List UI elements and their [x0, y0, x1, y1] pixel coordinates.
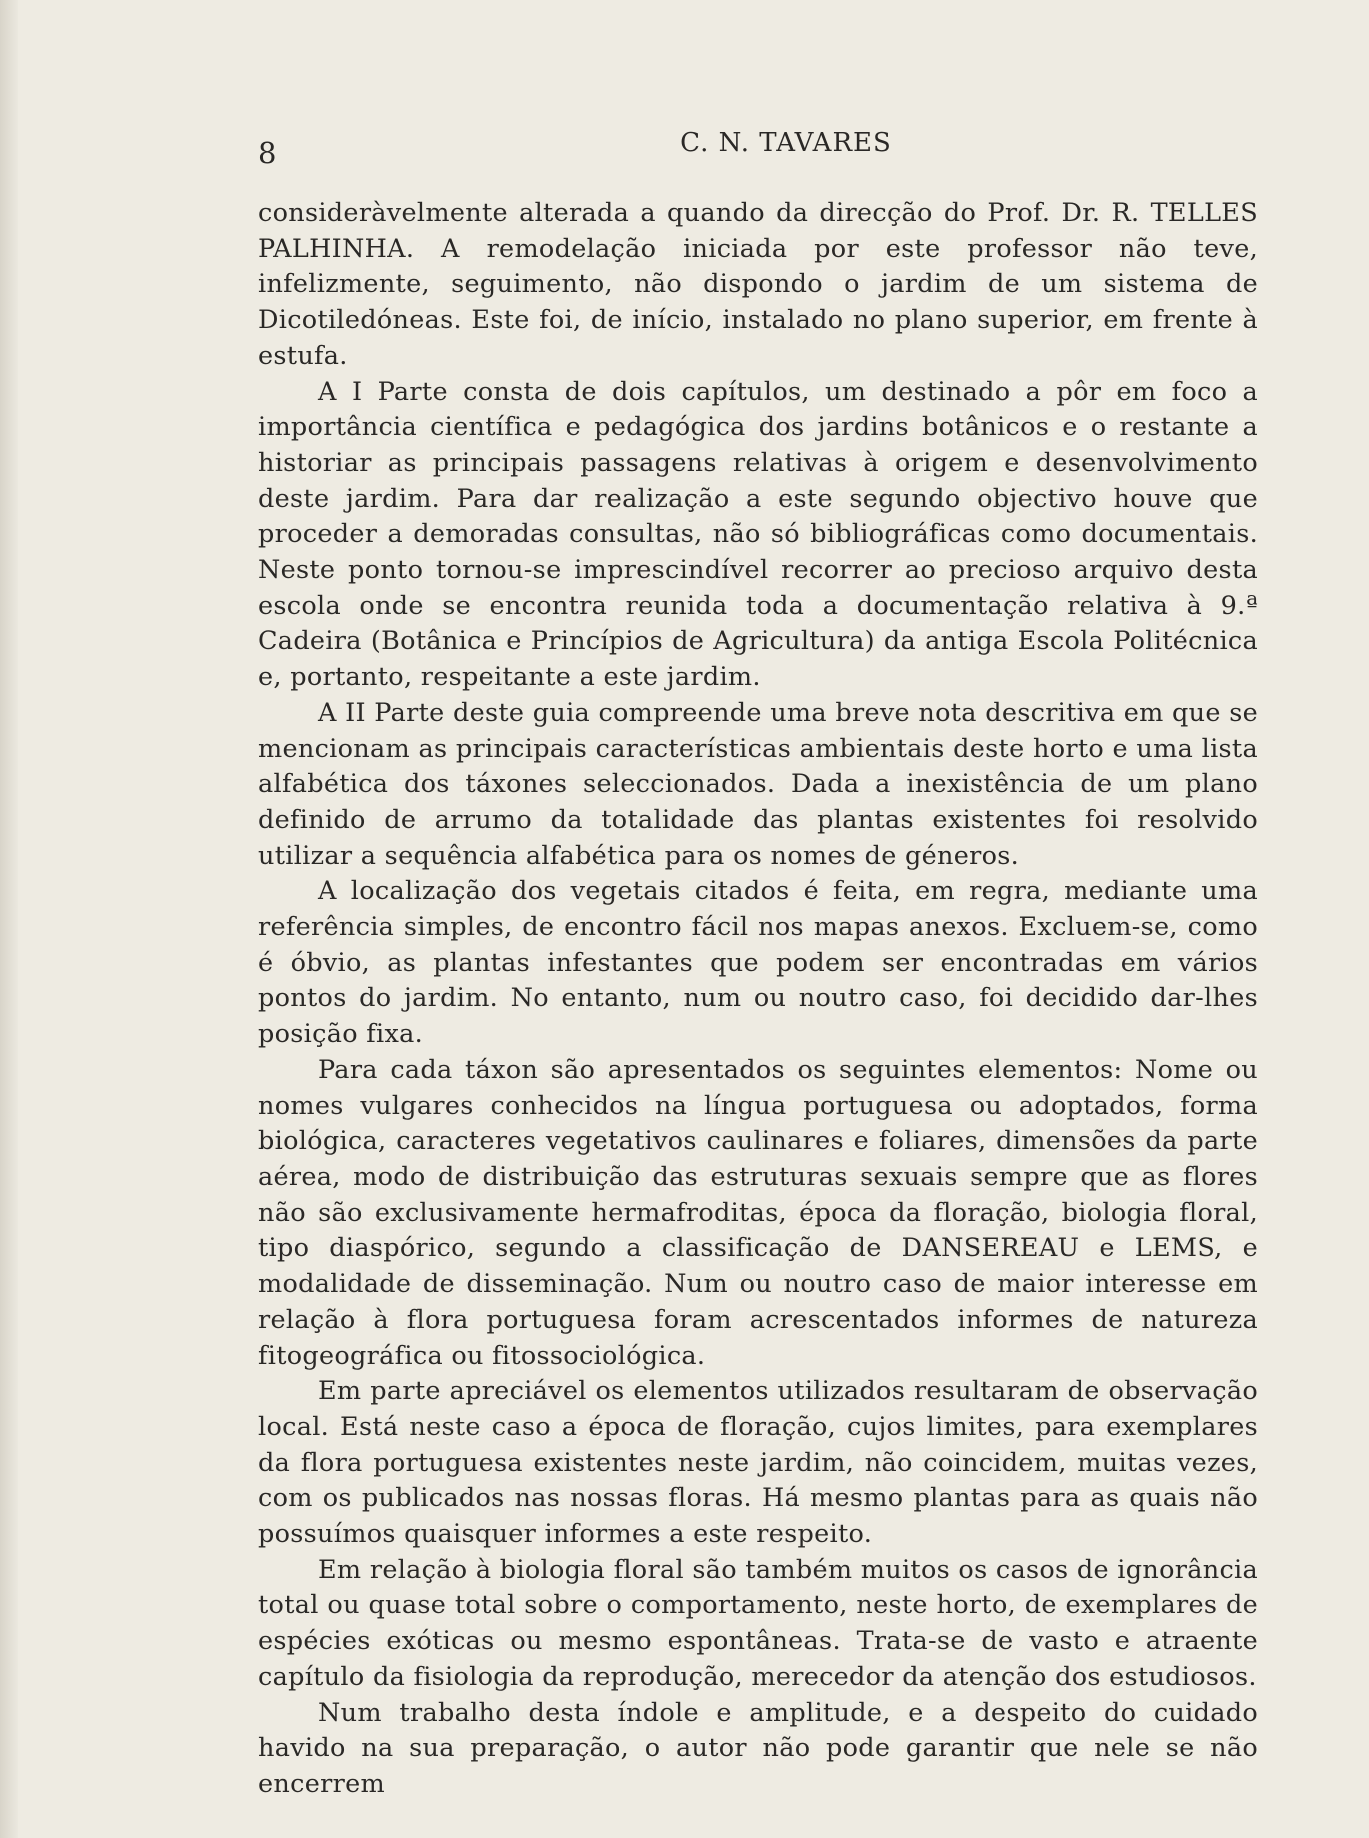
paragraph: consideràvelmente alterada a quando da direcção do Prof. Dr. R. TELLES PALHINHA. A remodelação iniciada por este professor não teve, infelizmente, seguimento, não dispondo o jardim de um sistema de Dicotiledóneas. Este foi, de início, instalado no plano superior, em frente à estufa. [258, 198, 1258, 371]
document-page [258, 128, 1258, 1803]
paragraph: Num trabalho desta índole e amplitude, e a despeito do cuidado havido na sua preparação, o autor não pode garantir que nele se não encerrem [258, 1697, 1258, 1799]
paragraph: Para cada táxon são apresentados os seguintes elementos: Nome ou nomes vulgares conhecidos na língua portuguesa ou adoptados, forma biológica, caracteres vegetativos caulinares e foliares, dimensões da parte aérea, modo de distribuição das estruturas sexuais sempre que as flores não são exclusivamente hermafroditas, época da floração, biologia floral, tipo diaspórico, segundo a classificação de DANSEREAU e LEMS, e modalidade de disseminação. Num ou noutro caso de maior interesse em relação à flora portuguesa foram acrescentados informes de natureza fitogeográfica ou fitossociológica. [258, 1054, 1258, 1371]
paragraph: Em parte apreciável os elementos utilizados resultaram de observação local. Está neste caso a época de floração, cujos limites, para exemplares da flora portuguesa existentes neste jardim, não coincidem, muitas vezes, com os publicados nas nossas floras. Há mesmo plantas para as quais não possuímos quaisquer informes a este respeito. [258, 1376, 1258, 1550]
paragraph: A localização dos vegetais citados é feita, em regra, mediante uma referência simples, de encontro fácil nos mapas anexos. Excluem-se, como é óbvio, as plantas infestantes que podem ser encontradas em vários pontos do jardim. No entanto, num ou noutro caso, foi decidido dar-lhes posição fixa. [258, 876, 1258, 1050]
page-gutter-shadow [0, 0, 18, 1838]
paragraph: A II Parte deste guia compreende uma breve nota descritiva em que se mencionam as principais características ambientais deste horto e uma lista alfabética dos táxones seleccionados. Dada a inexistência de um plano definido de arrumo da totalidade das plantas existentes foi resolvido utilizar a sequência alfabética para os nomes de géneros. [258, 697, 1258, 871]
body-text [258, 196, 1258, 1803]
running-head: C. N. TAVARES [680, 128, 892, 158]
page-header [258, 128, 1258, 168]
page-number: 8 [258, 136, 277, 170]
paragraph: A I Parte consta de dois capítulos, um destinado a pôr em foco a importância científica e pedagógica dos jardins botânicos e o restante a historiar as principais passagens relativas à origem e desenvolvimento deste jardim. Para dar realização a este segundo objectivo houve que proceder a demoradas consultas, não só bibliográficas como documentais. Neste ponto tornou-se imprescindível recorrer ao precioso arquivo desta escola onde se encontra reunida toda a documentação relativa à 9.ª Cadeira (Botânica e Princípios de Agricultura) da antiga Escola Politécnica e, portanto, respeitante a este jardim. [258, 376, 1258, 693]
paragraph: Em relação à biologia floral são também muitos os casos de ignorância total ou quase total sobre o comportamento, neste horto, de exemplares de espécies exóticas ou mesmo espontâneas. Trata-se de vasto e atraente capítulo da fisiologia da reprodução, merecedor da atenção dos estudiosos. [258, 1554, 1258, 1692]
